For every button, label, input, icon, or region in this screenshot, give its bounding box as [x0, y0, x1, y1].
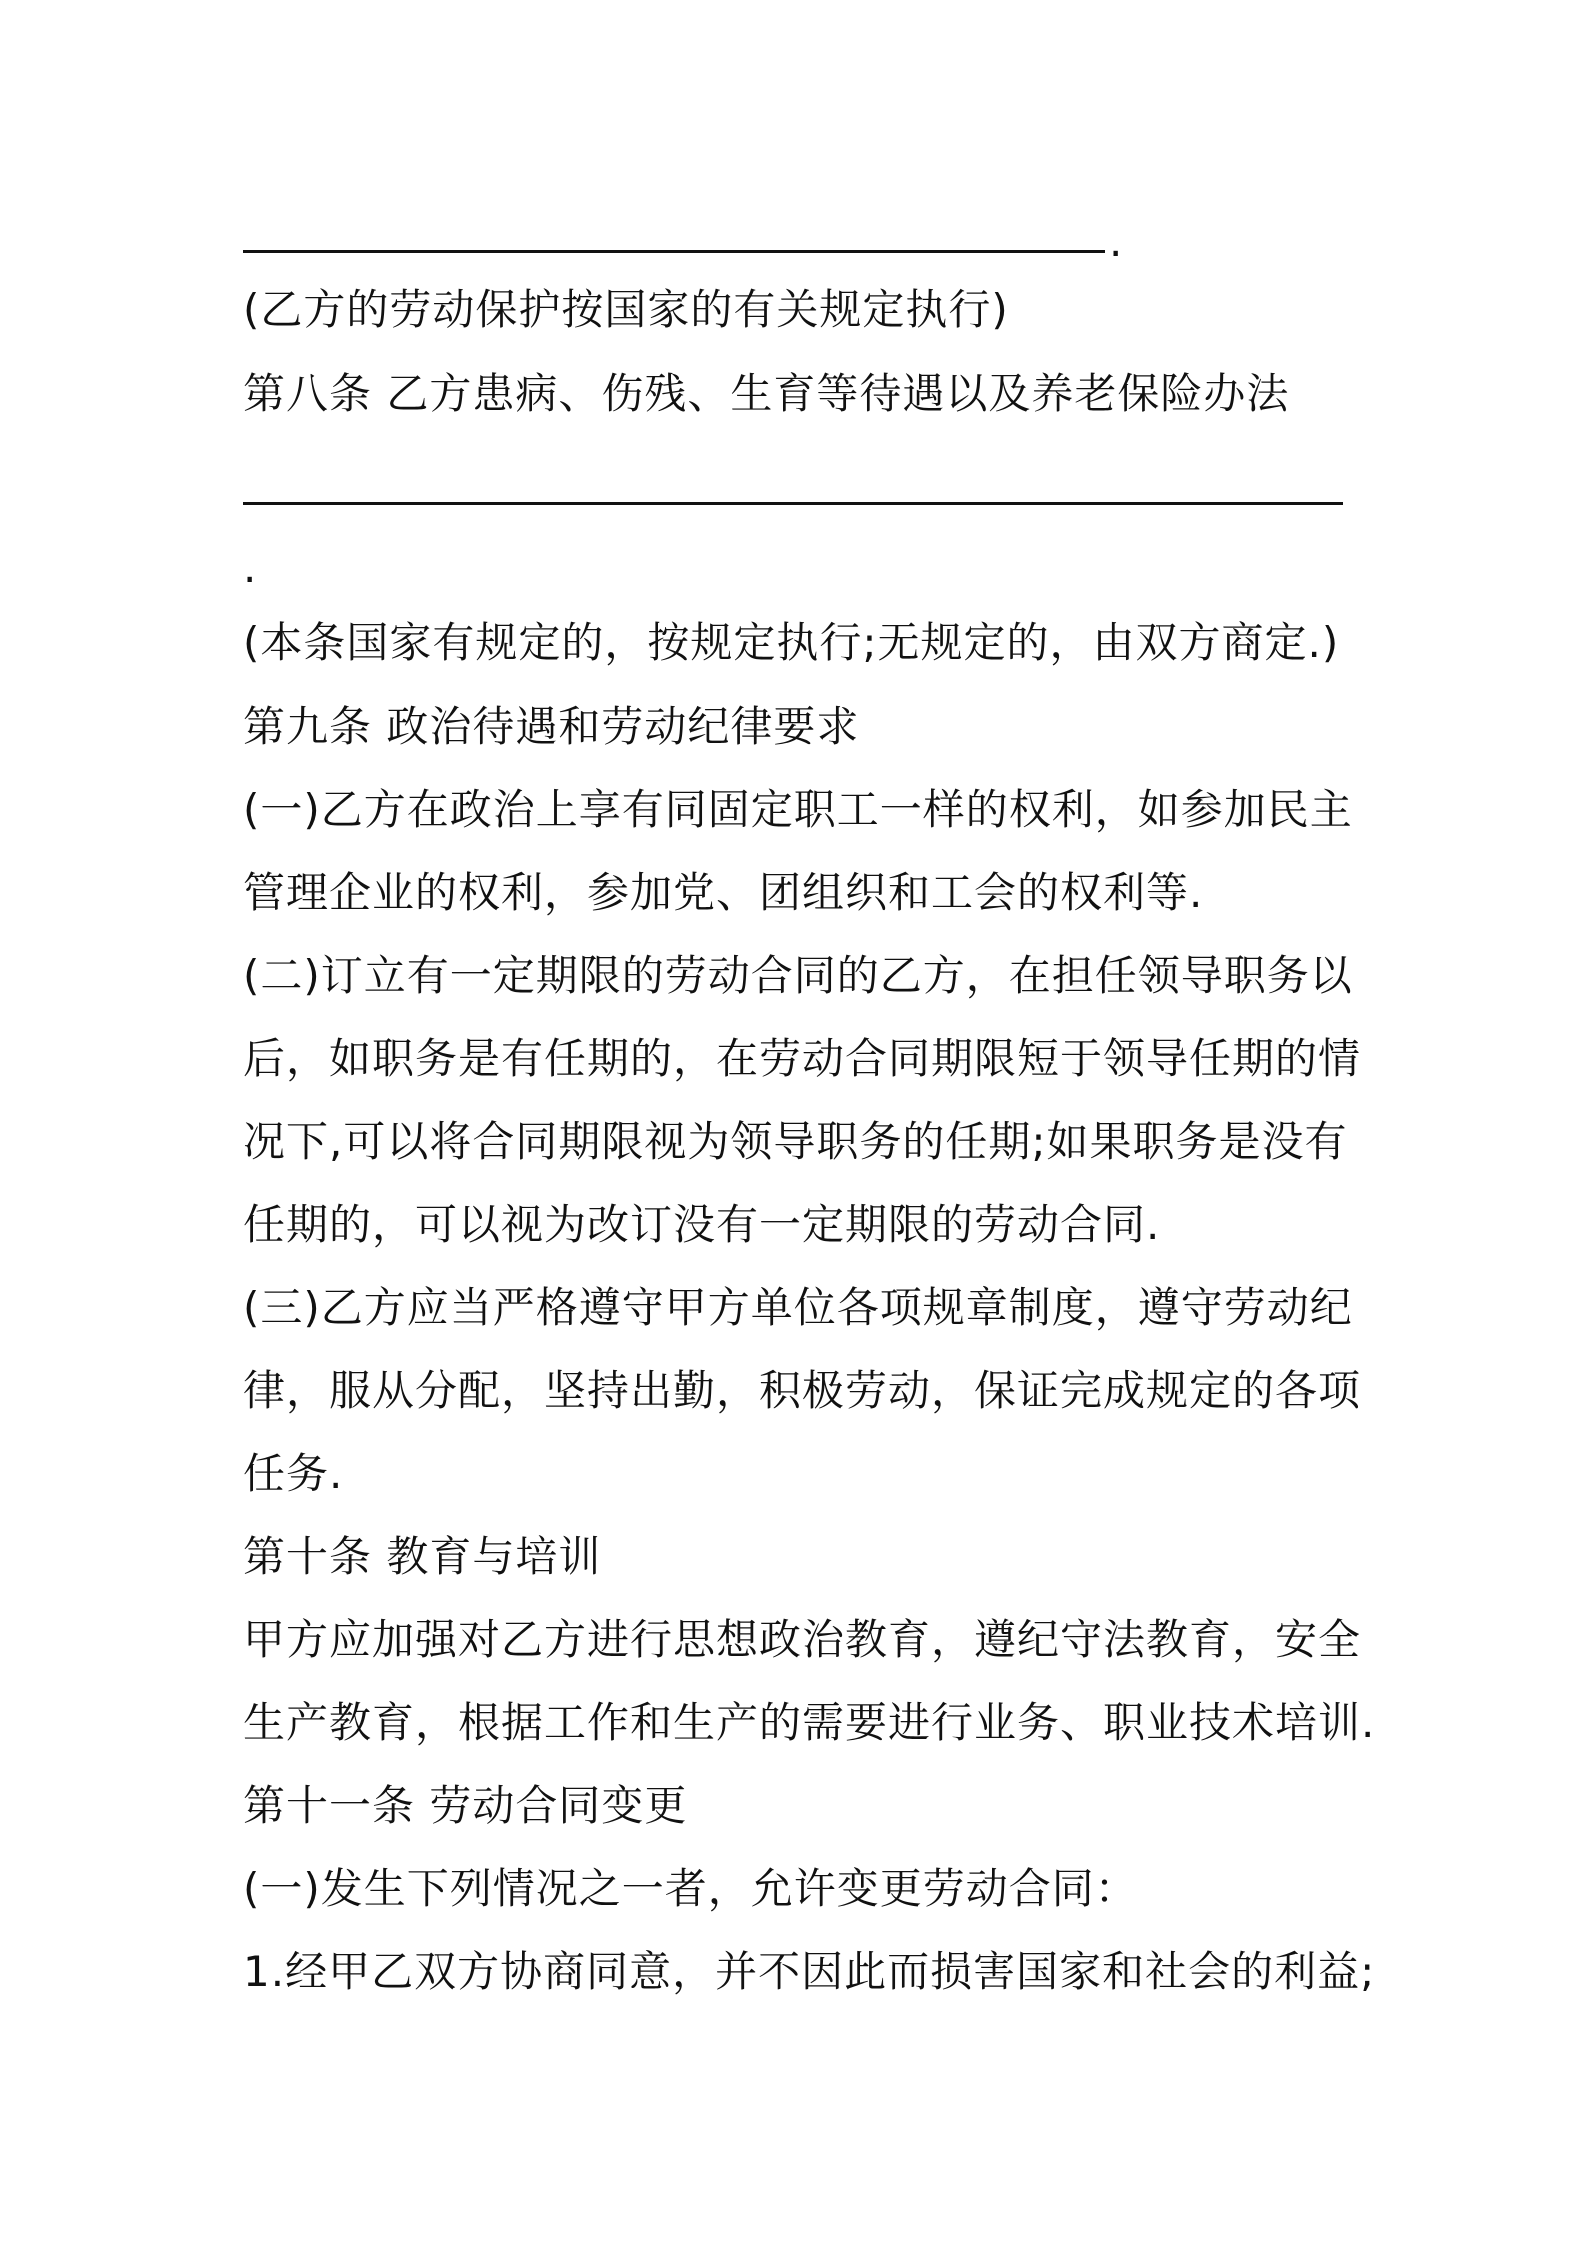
heading-article-10: 第十条 教育与培训 — [243, 1532, 602, 1581]
text-line-2: (本条国家有规定的，按规定执行;无规定的，由双方商定.) — [243, 618, 1340, 667]
text-line-12: 甲方应加强对乙方进行思想政治教育，遵纪守法教育，安全 — [243, 1615, 1362, 1664]
text-line-15: 1.经甲乙双方协商同意，并不因此而损害国家和社会的利益; — [243, 1947, 1376, 1996]
heading-article-11: 第十一条 劳动合同变更 — [243, 1781, 688, 1830]
text-line-1: (乙方的劳动保护按国家的有关规定执行) — [243, 285, 1009, 334]
text-line-5: (二)订立有一定期限的劳动合同的乙方，在担任领导职务以 — [243, 951, 1353, 1000]
text-line-3: (一)乙方在政治上享有同固定职工一样的权利，如参加民主 — [243, 785, 1353, 834]
blank-line-1-end: . — [1109, 217, 1123, 266]
heading-article-9: 第九条 政治待遇和劳动纪律要求 — [243, 702, 860, 751]
text-line-9: (三)乙方应当严格遵守甲方单位各项规章制度，遵守劳动纪 — [243, 1283, 1353, 1332]
text-line-10: 律，服从分配，坚持出勤，积极劳动，保证完成规定的各项 — [243, 1366, 1362, 1415]
text-line-13: 生产教育，根据工作和生产的需要进行业务、职业技术培训. — [243, 1698, 1376, 1747]
text-line-6: 后，如职务是有任期的，在劳动合同期限短于领导任期的情 — [243, 1034, 1362, 1083]
blank-line-2-end: . — [243, 543, 257, 592]
text-line-14: (一)发生下列情况之一者，允许变更劳动合同： — [243, 1864, 1138, 1913]
text-line-8: 任期的，可以视为改订没有一定期限的劳动合同. — [243, 1200, 1161, 1249]
blank-line-2 — [243, 502, 1343, 505]
blank-line-1 — [243, 250, 1105, 253]
text-line-7: 况下,可以将合同期限视为领导职务的任期;如果职务是没有 — [243, 1117, 1348, 1166]
heading-article-8: 第八条 乙方患病、伤残、生育等待遇以及养老保险办法 — [243, 369, 1290, 418]
text-line-4: 管理企业的权利，参加党、团组织和工会的权利等. — [243, 868, 1204, 917]
text-line-11: 任务. — [243, 1449, 344, 1498]
